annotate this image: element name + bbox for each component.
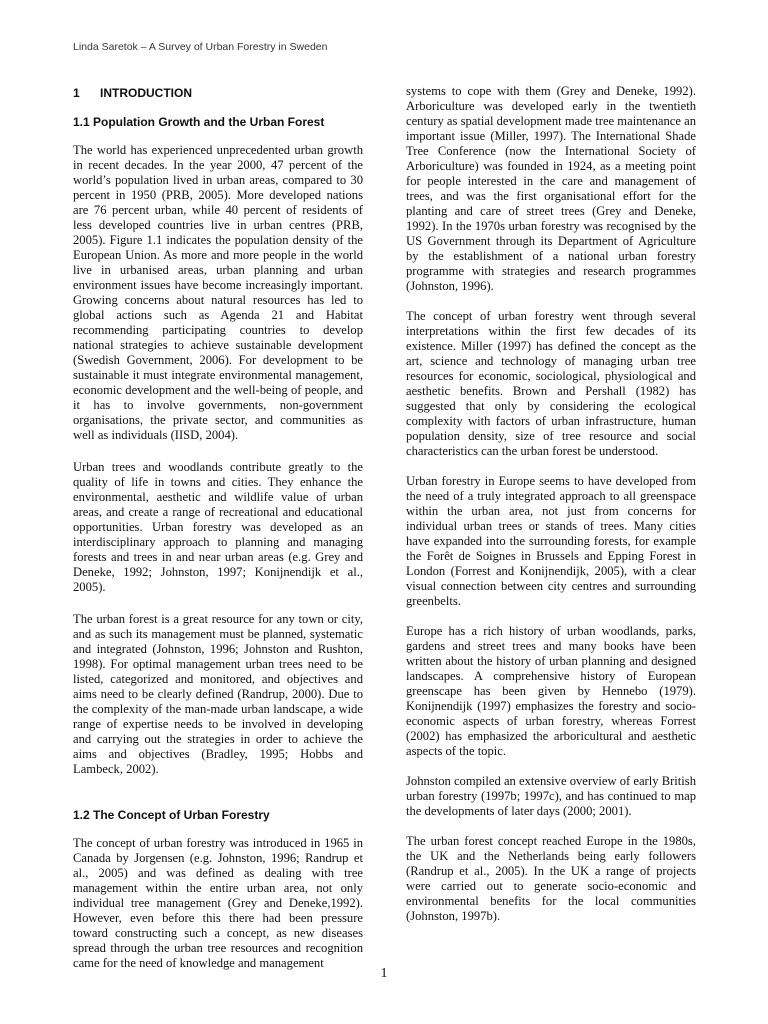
paragraph: The world has experienced unprecedented urban growth in recent decades. In the year 2000, 47 percent of the world’s population lived in urban areas, compared to 30 percent in 1950 (PRB, 2005). More developed nations are 76 percent urban, while 40 percent of residents of less developed countries live in urban centres (PRB, 2005). Figure 1.1 indicates the population density of the European Union. As more and more people in the world live in urbanised areas, urban planning and urban environment issues have become increasingly important. Growing concerns about natural resources has led to global actions such as Agenda 21 and Habitat recommending participating countries to develop national strategies to achieve sustainable development (Swedish Government, 2006). For development to be sustainable it must integrate environmental management, economic development and the well-being of people, and it has to involve governments, non-government organisations, the private sector, and communities as well as individuals (IISD, 2004). <box>73 143 363 442</box>
paragraph: Urban trees and woodlands contribute greatly to the quality of life in towns and cities. They enhance the environmental, aesthetic and wildlife value of urban areas, and create a range of recreational and educational opportunities. Urban forestry was developed as an interdisciplinary approach to planning and managing forests and trees in and near urban areas (e.g. Grey and Deneke, 1992; Johnston, 1997; Konijnendijk et al., 2005). <box>73 460 363 594</box>
paragraph: The urban forest is a great resource for any town or city, and as such its management must be planned, systematic and integrated (Johnston, 1996; Johnston and Rushton, 1998). For optimal management urban trees need to be listed, categorized and monitored, and objectives and aims need to be clearly defined (Randrup, 2000). Due to the complexity of the man-made urban landscape, a wide range of expertise needs to be involved in developing and carrying out the strategies in order to achieve the aims and objectives (Bradley, 1995; Hobbs and Lambeck, 2002). <box>73 612 363 776</box>
section-title: INTRODUCTION <box>100 86 192 100</box>
subsection-heading-1-2: 1.2 The Concept of Urban Forestry <box>73 808 270 822</box>
paragraph: Europe has a rich history of urban woodlands, parks, gardens and street trees and many books have been written about the history of urban planning and designed landscapes. A comprehensive history of European greenscape has been given by Hennebo (1979). Konijnendijk (1997) emphasizes the forestry and socio-economic aspects of urban forestry, whereas Forrest (2002) has emphasized the arboricultural and aesthetic aspects of the topic. <box>406 624 696 758</box>
running-header: Linda Saretok – A Survey of Urban Forestry in Sweden <box>73 41 328 53</box>
subsection-heading-1-1: 1.1 Population Growth and the Urban Forest <box>73 115 325 129</box>
paragraph: Urban forestry in Europe seems to have developed from the need of a truly integrated approach to all greenspace within the urban area, not just from concerns for individual urban trees or stands of trees. Many cities have expanded into the surrounding forests, for example the Forêt de Soignes in Brussels and Epping Forest in London (Forrest and Konijnendijk, 2005), with a clear visual connection between city centres and surrounding greenbelts. <box>406 474 696 608</box>
left-column <box>73 84 363 988</box>
paragraph: Johnston compiled an extensive overview of early British urban forestry (1997b; 1997c), and has continued to map the developments of later days (2000; 2001). <box>406 774 696 818</box>
right-column <box>406 84 696 939</box>
paragraph: systems to cope with them (Grey and Deneke, 1992). Arboriculture was developed early in the twentieth century as spatial development made tree maintenance an important issue (Miller, 1997). The International Shade Tree Conference (now the International Society of Arboriculture) was founded in 1924, as a meeting point for people interested in the care and management of trees, and was the first organisational effort for the planting and care of street trees (Grey and Deneke, 1992). In the 1970s urban forestry was recognised by the US Government through its Department of Agriculture by the establishment of a national urban forestry programme with strategies and research programmes (Johnston, 1996). <box>406 84 696 293</box>
section-heading <box>73 86 363 101</box>
page-number: 1 <box>380 966 388 981</box>
paragraph: The concept of urban forestry went through several interpretations within the first few decades of its existence. Miller (1997) has defined the concept as the art, science and technology of managing urban tree resources for economic, sociological, physiological and aesthetic benefits. Brown and Pershall (1982) has suggested that only by considering the ecological complexity with factors of urban infrastructure, human population density, size of tree resource and social characteristics can the urban forest be understood. <box>406 309 696 458</box>
paragraph: The concept of urban forestry was introduced in 1965 in Canada by Jorgensen (e.g. Johnston, 1996; Randrup et al., 2005) and was defined as dealing with tree management within the entire urban area, not only individual tree management (Grey and Deneke,1992). However, even before this there had been pressure toward constructing such a concept, as new diseases spread through the urban tree resources and recognition came for the need of knowledge and management <box>73 836 363 970</box>
paragraph: The urban forest concept reached Europe in the 1980s, the UK and the Netherlands being early followers (Randrup et al., 2005). In the UK a range of projects were carried out to generate socio-economic and environmental benefits for the local communities (Johnston, 1997b). <box>406 834 696 923</box>
section-number: 1 <box>73 86 80 100</box>
